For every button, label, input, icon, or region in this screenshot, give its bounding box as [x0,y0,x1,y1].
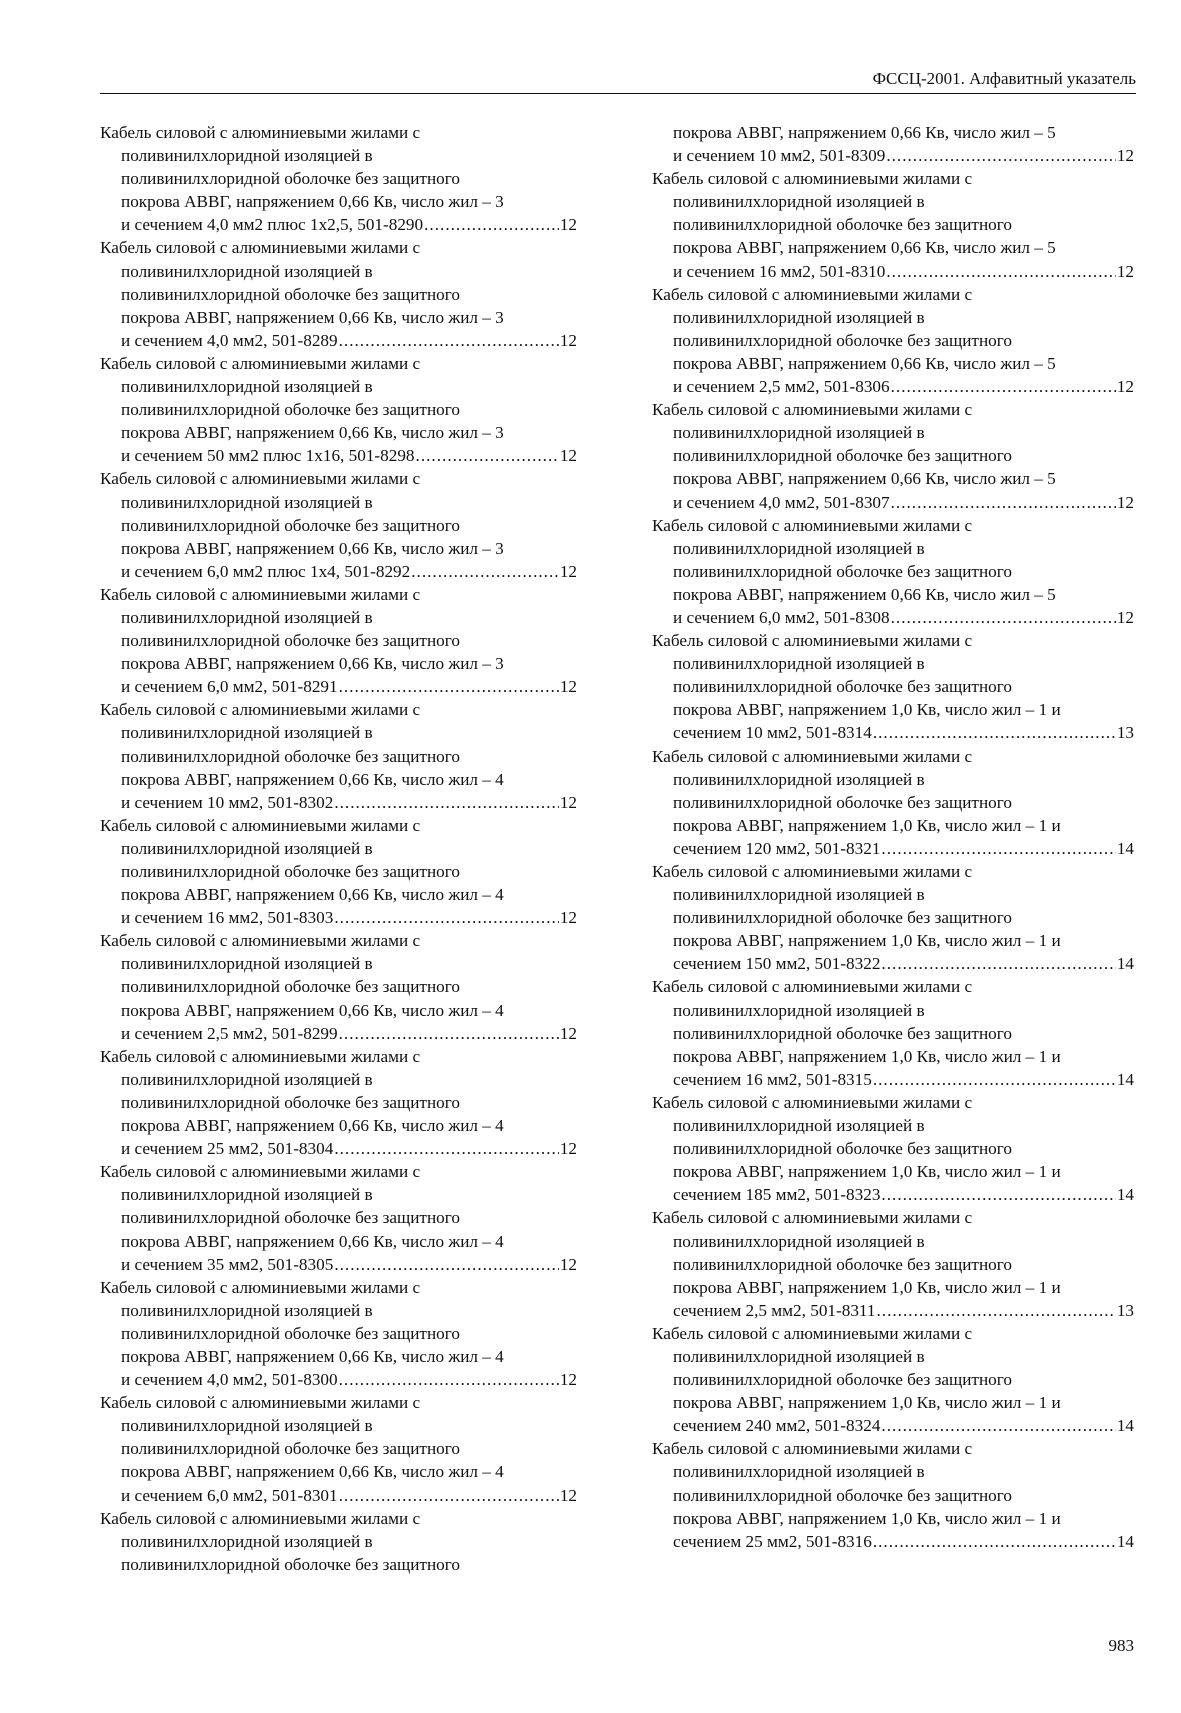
index-entry-continuation: поливинилхлоридной изоляцией в [673,192,925,212]
index-entry-final-line [652,721,1134,744]
index-entry-continuation: поливинилхлоридной изоляцией в [121,1185,373,1205]
dot-leader [891,606,1116,629]
entry-text: и сечением 4,0 мм2, 501-8307 [673,492,890,512]
index-entry-heading: Кабель силовой с алюминиевыми жилами с [100,469,421,489]
index-entry-continuation: поливинилхлоридной изоляцией в [673,538,925,558]
index-entry-continuation: поливинилхлоридной оболочке без защитного [673,1139,1012,1159]
index-entry-continuation: поливинилхлоридной оболочке без защитного [121,515,460,535]
index-entry-continuation: поливинилхлоридной оболочке без защитного [121,862,460,881]
index-entry-final-line [652,952,1134,975]
index-entry-final-line [100,1253,577,1276]
index-entry-heading: Кабель силовой с алюминиевыми жилами с [652,977,973,997]
index-entry-final-line [100,213,577,236]
entry-page-ref: 12 [559,330,577,350]
entry-page-ref: 12 [559,792,577,812]
entry-text: сечением 10 мм2, 501-8314 [673,723,872,743]
index-entry-continuation: поливинилхлоридной оболочке без защитного [673,1485,1012,1505]
index-entry-heading: Кабель силовой с алюминиевыми жилами с [100,1508,421,1528]
entry-page-ref: 12 [1116,261,1134,281]
dot-leader [411,560,559,583]
index-entry-continuation: поливинилхлоридной изоляцией в [673,769,925,789]
entry-page-ref: 13 [1116,723,1134,743]
entry-text: сечением 25 мм2, 501-8316 [673,1531,872,1551]
index-entry-heading: Кабель силовой с алюминиевыми жилами с [100,1162,421,1182]
index-entry-heading: Кабель силовой с алюминиевыми жилами с [652,746,973,766]
entry-page-ref: 12 [1116,146,1134,166]
entry-page-ref: 12 [559,561,577,581]
entry-text: сечением 240 мм2, 501-8324 [673,1416,881,1436]
index-entry-final-line [652,375,1134,398]
index-entry-continuation: покрова АВВГ, напряжением 1,0 Кв, число жил – 1 и [673,1162,1061,1182]
dot-leader [424,213,559,236]
page-number: 983 [1108,1636,1134,1655]
index-entry-final-line [652,260,1134,283]
index-entry-final-line [652,1530,1134,1553]
index-entry-continuation: покрова АВВГ, напряжением 0,66 Кв, число жил – 3 [121,192,504,212]
index-entry-continuation: поливинилхлоридной оболочке без защитного [673,792,1012,812]
entry-text: и сечением 16 мм2, 501-8310 [673,261,886,281]
index-entry-continuation: поливинилхлоридной оболочке без защитного [121,746,460,766]
index-entry-continuation: покрова АВВГ, напряжением 0,66 Кв, число жил – 5 [673,123,1056,142]
index-entry-heading: Кабель силовой с алюминиевыми жилами с [652,1208,973,1228]
entry-text: и сечением 6,0 мм2, 501-8291 [121,677,338,697]
index-entry-continuation: покрова АВВГ, напряжением 1,0 Кв, число жил – 1 и [673,1277,1061,1297]
entry-text: сечением 16 мм2, 501-8315 [673,1069,872,1089]
dot-leader [881,1414,1115,1437]
index-entry-final-line [652,1414,1134,1437]
dot-leader [416,444,559,467]
index-entry-heading: Кабель силовой с алюминиевыми жилами с [652,515,973,535]
index-column-left [100,121,577,1576]
dot-leader [873,1068,1116,1091]
entry-text: и сечением 35 мм2, 501-8305 [121,1254,334,1274]
index-entry-final-line [652,1183,1134,1206]
index-entry-final-line [652,1299,1134,1322]
index-entry-continuation: поливинилхлоридной изоляцией в [121,492,373,512]
index-entry-final-line [100,1137,577,1160]
entry-page-ref: 12 [559,1139,577,1159]
index-entry-continuation: поливинилхлоридной оболочке без защитного [121,631,460,651]
entry-page-ref: 14 [1116,1185,1134,1205]
index-entry-heading: Кабель силовой с алюминиевыми жилами с [652,1092,973,1112]
header-rule [100,93,1136,94]
entry-page-ref: 12 [559,446,577,466]
index-entry-continuation: покрова АВВГ, напряжением 1,0 Кв, число жил – 1 и [673,700,1061,720]
entry-page-ref: 14 [1116,1531,1134,1551]
dot-leader [891,491,1116,514]
dot-leader [881,952,1115,975]
entry-text: и сечением 50 мм2 плюс 1х16, 501-8298 [121,446,415,466]
entry-text: и сечением 4,0 мм2, 501-8289 [121,330,338,350]
index-column-right [652,121,1134,1553]
index-entry-continuation: поливинилхлоридной изоляцией в [121,1416,373,1436]
index-entry-continuation: поливинилхлоридной изоляцией в [121,377,373,397]
index-entry-heading: Кабель силовой с алюминиевыми жилами с [652,169,973,189]
index-entry-continuation: покрова АВВГ, напряжением 1,0 Кв, число жил – 1 и [673,931,1061,951]
entry-text: сечением 2,5 мм2, 501-8311 [673,1300,876,1320]
entry-text: и сечением 25 мм2, 501-8304 [121,1139,334,1159]
index-entry-continuation: поливинилхлоридной изоляцией в [121,1069,373,1089]
index-entry-final-line [100,1484,577,1507]
index-entry-continuation: покрова АВВГ, напряжением 1,0 Кв, число жил – 1 и [673,1046,1061,1066]
entry-page-ref: 12 [559,1370,577,1390]
entry-text: и сечением 2,5 мм2, 501-8306 [673,377,890,397]
index-entry-final-line [100,906,577,929]
dot-leader [334,1253,559,1276]
index-entry-continuation: покрова АВВГ, напряжением 0,66 Кв, число жил – 4 [121,1000,504,1020]
entry-text: и сечением 6,0 мм2 плюс 1х4, 501-8292 [121,561,411,581]
index-entry-continuation: покрова АВВГ, напряжением 1,0 Кв, число жил – 1 и [673,815,1061,835]
entry-page-ref: 12 [1116,492,1134,512]
entry-page-ref: 12 [559,908,577,928]
index-entry-final-line [652,1068,1134,1091]
index-entry-continuation: поливинилхлоридной изоляцией в [673,654,925,674]
index-entry-heading: Кабель силовой с алюминиевыми жилами с [652,862,973,881]
entry-page-ref: 12 [559,215,577,235]
entry-page-ref: 12 [559,1485,577,1505]
index-entry-continuation: покрова АВВГ, напряжением 0,66 Кв, число жил – 3 [121,538,504,558]
index-entry-final-line [100,1368,577,1391]
index-entry-continuation: поливинилхлоридной оболочке без защитного [673,1370,1012,1390]
index-entry-continuation: поливинилхлоридной изоляцией в [121,261,373,281]
dot-leader [334,906,559,929]
index-entry-continuation: поливинилхлоридной изоляцией в [673,1231,925,1251]
index-entry-final-line [652,606,1134,629]
index-entry-heading: Кабель силовой с алюминиевыми жилами с [100,1046,421,1066]
index-entry-continuation: покрова АВВГ, напряжением 0,66 Кв, число жил – 3 [121,307,504,327]
dot-leader [881,1183,1115,1206]
index-entry-continuation: покрова АВВГ, напряжением 0,66 Кв, число жил – 3 [121,654,504,674]
index-entry-continuation: поливинилхлоридной изоляцией в [121,954,373,974]
entry-text: сечением 120 мм2, 501-8321 [673,838,881,858]
index-entry-continuation: покрова АВВГ, напряжением 0,66 Кв, число жил – 4 [121,1116,504,1136]
dot-leader [873,721,1116,744]
index-entry-continuation: покрова АВВГ, напряжением 0,66 Кв, число жил – 5 [673,469,1056,489]
index-entry-continuation: поливинилхлоридной изоляцией в [121,723,373,743]
dot-leader [339,329,559,352]
index-entry-heading: Кабель силовой с алюминиевыми жилами с [100,1277,421,1297]
entry-text: и сечением 2,5 мм2, 501-8299 [121,1023,338,1043]
index-entry-continuation: поливинилхлоридной оболочке без защитного [673,1023,1012,1043]
index-entry-continuation: поливинилхлоридной оболочке без защитного [121,1208,460,1228]
entry-page-ref: 12 [1116,377,1134,397]
index-entry-heading: Кабель силовой с алюминиевыми жилами с [100,123,421,142]
entry-page-ref: 13 [1116,1300,1134,1320]
entry-page-ref: 14 [1116,1069,1134,1089]
index-entry-continuation: покрова АВВГ, напряжением 1,0 Кв, число жил – 1 и [673,1393,1061,1413]
entry-page-ref: 14 [1116,838,1134,858]
dot-leader [339,1022,559,1045]
index-entry-continuation: поливинилхлоридной изоляцией в [673,1462,925,1482]
index-entry-final-line [100,560,577,583]
dot-leader [873,1530,1116,1553]
index-entry-continuation: поливинилхлоридной изоляцией в [673,423,925,443]
entry-page-ref: 12 [559,1254,577,1274]
dot-leader [891,375,1116,398]
entry-page-ref: 14 [1116,1416,1134,1436]
index-entry-heading: Кабель силовой с алюминиевыми жилами с [100,584,421,604]
index-entry-continuation: покрова АВВГ, напряжением 0,66 Кв, число жил – 4 [121,1346,504,1366]
entry-page-ref: 12 [559,677,577,697]
index-entry-continuation: поливинилхлоридной оболочке без защитного [673,330,1012,350]
index-entry-heading: Кабель силовой с алюминиевыми жилами с [652,1323,973,1343]
index-entry-continuation: поливинилхлоридной изоляцией в [121,838,373,858]
index-entry-continuation: поливинилхлоридной оболочке без защитного [673,446,1012,466]
dot-leader [334,791,559,814]
index-entry-final-line [100,329,577,352]
index-entry-heading: Кабель силовой с алюминиевыми жилами с [100,1393,421,1413]
index-entry-continuation: поливинилхлоридной изоляцией в [673,1116,925,1136]
index-entry-heading: Кабель силовой с алюминиевыми жилами с [652,284,973,304]
entry-page-ref: 14 [1116,954,1134,974]
index-entry-heading: Кабель силовой с алюминиевыми жилами с [652,1439,973,1459]
index-entry-continuation: поливинилхлоридной оболочке без защитного [673,215,1012,235]
index-entry-continuation: поливинилхлоридной оболочке без защитного [121,400,460,420]
index-entry-heading: Кабель силовой с алюминиевыми жилами с [100,815,421,835]
entry-text: и сечением 10 мм2, 501-8302 [121,792,334,812]
index-entry-continuation: покрова АВВГ, напряжением 0,66 Кв, число жил – 5 [673,238,1056,258]
index-entry-continuation: поливинилхлоридной оболочке без защитного [673,677,1012,697]
index-entry-final-line [652,491,1134,514]
index-entry-continuation: покрова АВВГ, напряжением 0,66 Кв, число жил – 4 [121,1231,504,1251]
index-entry-continuation: поливинилхлоридной изоляцией в [673,307,925,327]
index-entry-continuation: покрова АВВГ, напряжением 1,0 Кв, число жил – 1 и [673,1508,1061,1528]
index-entry-continuation: поливинилхлоридной оболочке без защитного [121,1092,460,1112]
index-entry-heading: Кабель силовой с алюминиевыми жилами с [100,931,421,951]
index-entry-final-line [100,1022,577,1045]
index-entry-continuation: поливинилхлоридной изоляцией в [121,1531,373,1551]
index-entry-continuation: поливинилхлоридной оболочке без защитного [673,1254,1012,1274]
dot-leader [886,260,1116,283]
index-entry-heading: Кабель силовой с алюминиевыми жилами с [100,353,421,373]
index-entry-continuation: поливинилхлоридной оболочке без защитного [121,1439,460,1459]
running-header: ФССЦ-2001. Алфавитный указатель [872,69,1136,88]
index-entry-continuation: поливинилхлоридной оболочке без защитного [121,1554,460,1574]
index-entry-continuation: поливинилхлоридной изоляцией в [673,1000,925,1020]
index-entry-continuation: поливинилхлоридной изоляцией в [121,146,373,166]
index-entry-continuation: поливинилхлоридной оболочке без защитного [121,1323,460,1343]
index-entry-continuation: поливинилхлоридной оболочке без защитного [121,284,460,304]
dot-leader [334,1137,559,1160]
entry-text: и сечением 10 мм2, 501-8309 [673,146,886,166]
index-entry-heading: Кабель силовой с алюминиевыми жилами с [100,700,421,720]
index-entry-continuation: поливинилхлоридной оболочке без защитного [121,169,460,189]
index-entry-continuation: поливинилхлоридной изоляцией в [673,885,925,905]
entry-text: и сечением 6,0 мм2, 501-8301 [121,1485,338,1505]
index-entry-continuation: поливинилхлоридной изоляцией в [121,1300,373,1320]
index-entry-heading: Кабель силовой с алюминиевыми жилами с [100,238,421,258]
entry-text: сечением 185 мм2, 501-8323 [673,1185,881,1205]
dot-leader [339,1484,559,1507]
index-entry-continuation: покрова АВВГ, напряжением 0,66 Кв, число жил – 3 [121,423,504,443]
index-entry-continuation: поливинилхлоридной изоляцией в [673,1346,925,1366]
dot-leader [881,837,1115,860]
dot-leader [339,1368,559,1391]
entry-page-ref: 12 [559,1023,577,1043]
dot-leader [886,144,1116,167]
entry-text: и сечением 4,0 мм2 плюс 1х2,5, 501-8290 [121,215,424,235]
entry-text: и сечением 16 мм2, 501-8303 [121,908,334,928]
index-entry-continuation: поливинилхлоридной оболочке без защитного [121,977,460,997]
index-entry-continuation: покрова АВВГ, напряжением 0,66 Кв, число жил – 5 [673,353,1056,373]
index-entry-continuation: покрова АВВГ, напряжением 0,66 Кв, число жил – 4 [121,1462,504,1482]
index-entry-continuation: поливинилхлоридной оболочке без защитного [673,561,1012,581]
index-entry-heading: Кабель силовой с алюминиевыми жилами с [652,400,973,420]
index-entry-continuation: покрова АВВГ, напряжением 0,66 Кв, число жил – 5 [673,584,1056,604]
index-entry-final-line [652,144,1134,167]
index-entry-final-line [100,444,577,467]
dot-leader [339,675,559,698]
entry-text: сечением 150 мм2, 501-8322 [673,954,881,974]
index-entry-continuation: покрова АВВГ, напряжением 0,66 Кв, число жил – 4 [121,769,504,789]
entry-text: и сечением 4,0 мм2, 501-8300 [121,1370,338,1390]
index-entry-continuation: покрова АВВГ, напряжением 0,66 Кв, число жил – 4 [121,885,504,905]
index-entry-final-line [100,791,577,814]
index-entry-continuation: поливинилхлоридной оболочке без защитного [673,908,1012,928]
index-entry-final-line [100,675,577,698]
entry-text: и сечением 6,0 мм2, 501-8308 [673,607,890,627]
index-entry-continuation: поливинилхлоридной изоляцией в [121,607,373,627]
dot-leader [876,1299,1115,1322]
index-entry-heading: Кабель силовой с алюминиевыми жилами с [652,631,973,651]
index-entry-final-line [652,837,1134,860]
entry-page-ref: 12 [1116,607,1134,627]
